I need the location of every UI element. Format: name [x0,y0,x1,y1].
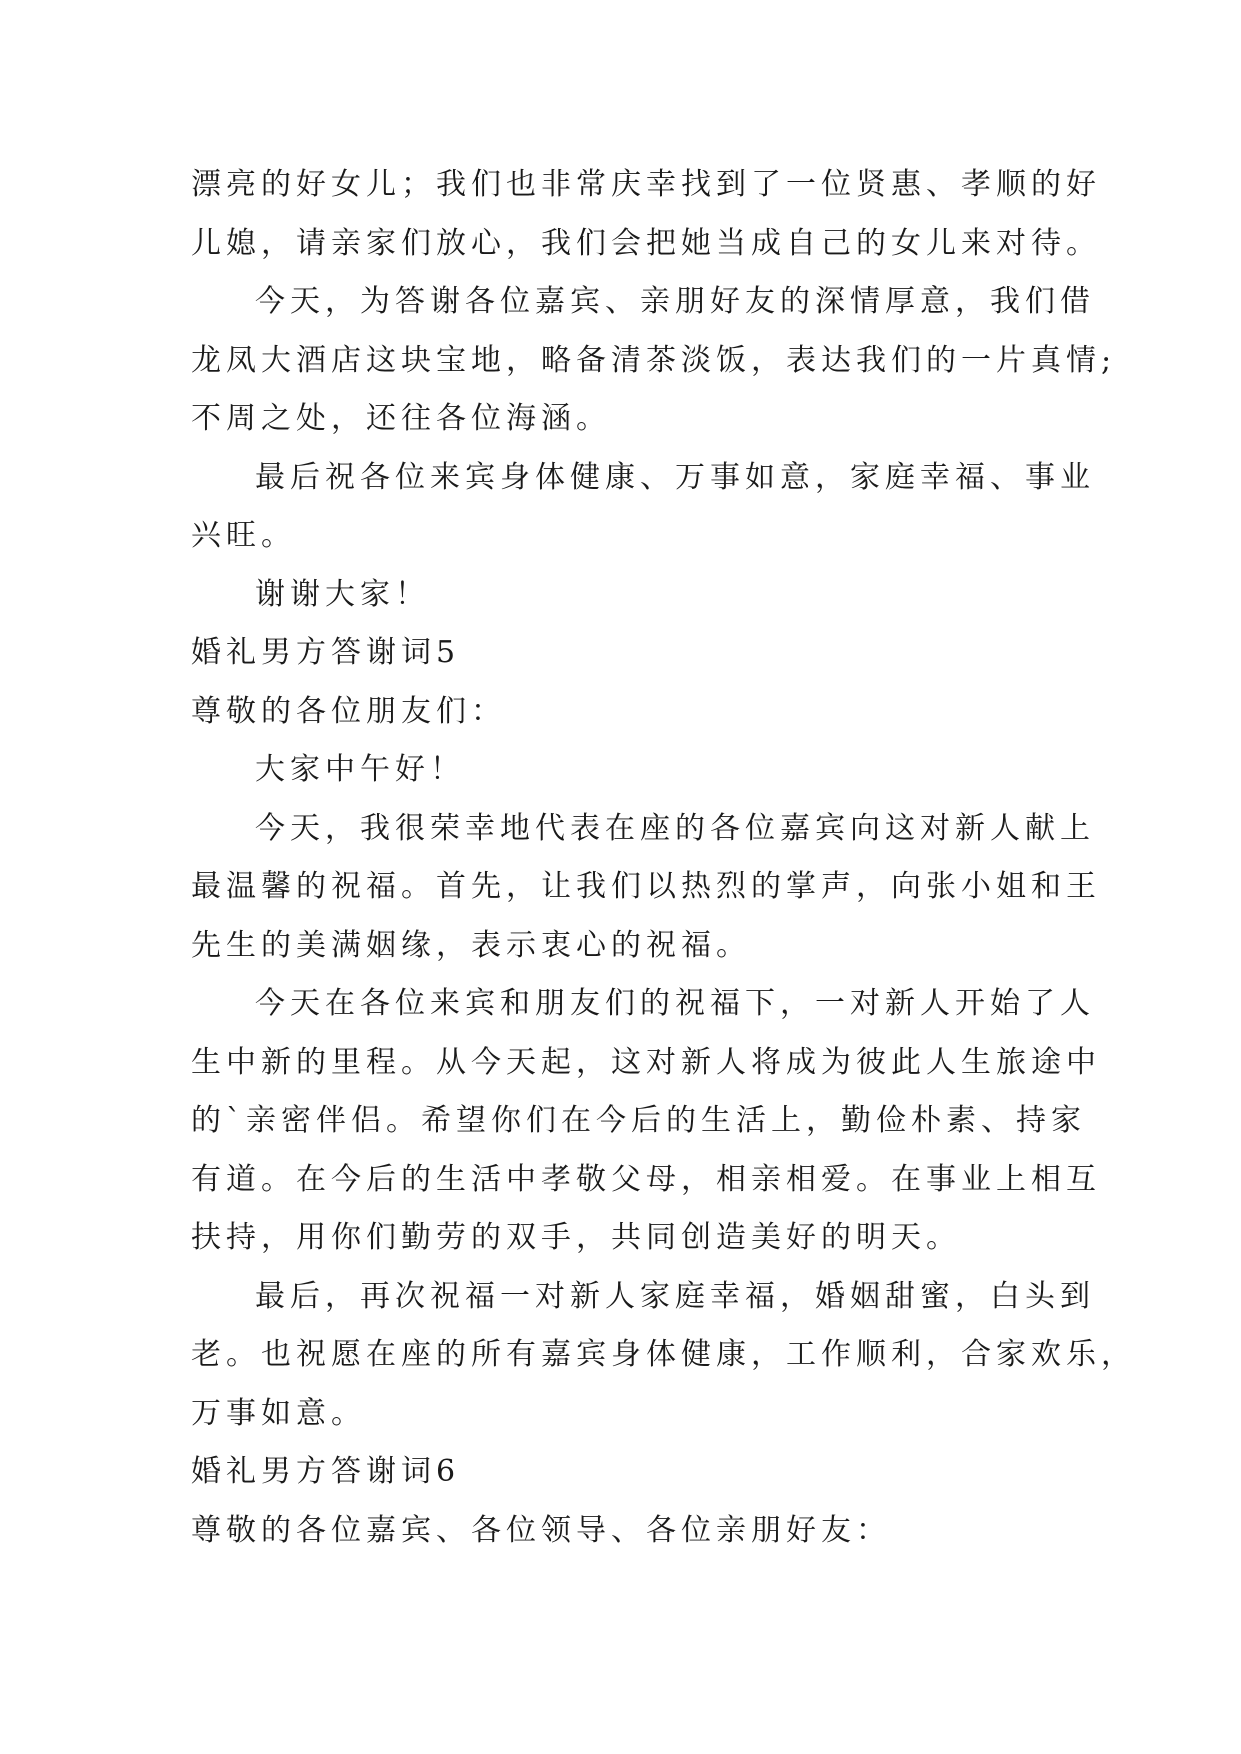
text-line: 今天在各位来宾和朋友们的祝福下，一对新人开始了人 [255,986,1095,1021]
text-line: 谢谢大家！ [255,576,430,612]
text-line: 先生的美满姻缘，表示衷心的祝福。 [191,927,751,963]
text-line: 今天，为答谢各位嘉宾、亲朋好友的深情厚意，我们借 [255,284,1095,319]
text-line: 最后祝各位来宾身体健康、万事如意，家庭幸福、事业 [255,459,1095,495]
text-line: 最后，再次祝福一对新人家庭幸福，婚姻甜蜜，白头到 [255,1278,1095,1314]
text-line: 最温馨的祝福。首先，让我们以热烈的掌声，向张小姐和王 [191,869,1101,904]
text-line: 今天，我很荣幸地代表在座的各位嘉宾向这对新人献上 [255,810,1095,846]
section-heading: 婚礼男方答谢词6 [191,1454,461,1489]
text-line: 老。也祝愿在座的所有嘉宾身体健康，工作顺利，合家欢乐， [191,1337,1136,1372]
greeting: 大家中午好！ [255,752,465,787]
text-line: 漂亮的好女儿；我们也非常庆幸找到了一位贤惠、孝顺的好 [191,167,1101,202]
text-line: 不周之处，还往各位海涵。 [191,401,611,436]
text-line: 万事如意。 [191,1395,366,1431]
salutation: 尊敬的各位朋友们： [191,693,506,729]
text-line: 龙凤大酒店这块宝地，略备清茶淡饭，表达我们的一片真情; [191,342,1117,378]
text-line: 儿媳，请亲家们放心，我们会把她当成自己的女儿来对待。 [191,225,1101,261]
text-line: 生中新的里程。从今天起，这对新人将成为彼此人生旅途中 [191,1044,1101,1080]
salutation: 尊敬的各位嘉宾、各位领导、各位亲朋好友： [191,1512,891,1548]
text-line: 有道。在今后的生活中孝敬父母，相亲相爱。在事业上相互 [191,1161,1101,1197]
document-page [191,156,1136,1560]
text-line: 的`亲密伴侣。希望你们在今后的生活上，勤俭朴素、持家 [191,1103,1086,1138]
text-line: 扶持，用你们勤劳的双手，共同创造美好的明天。 [191,1220,961,1255]
section-heading: 婚礼男方答谢词5 [191,635,461,670]
text-line: 兴旺。 [191,518,296,553]
